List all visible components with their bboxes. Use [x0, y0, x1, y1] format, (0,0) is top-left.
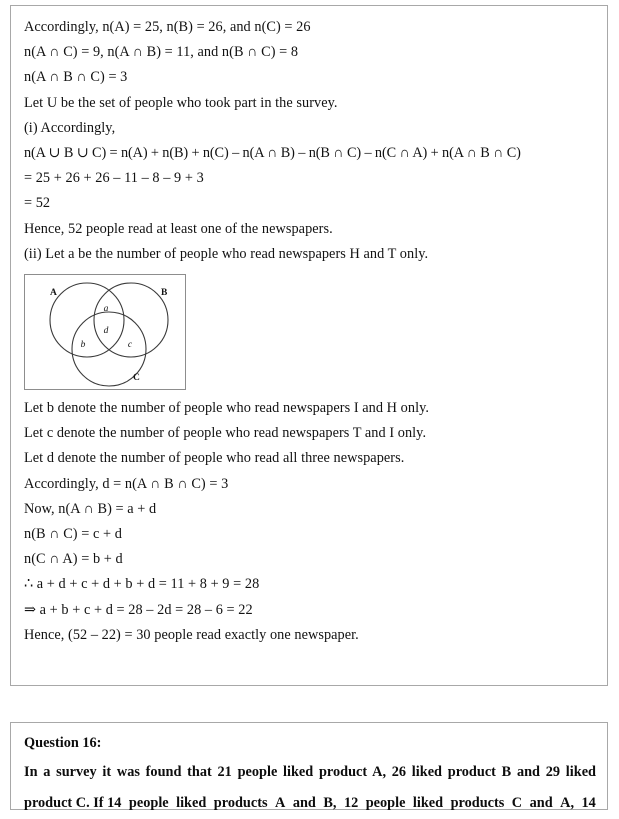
venn-label-a: A	[50, 288, 57, 299]
question-word: 14	[581, 794, 596, 811]
solution-line: ⇒ a + b + c + d = 28 – 2d = 28 – 6 = 22	[24, 601, 253, 618]
question-word: people	[365, 794, 406, 811]
question-panel	[10, 722, 608, 810]
question-word: product C. If 14	[24, 794, 122, 811]
question-line-1: In a survey it was found that 21 people liked product A, 26 liked product B and 29 liked	[24, 763, 596, 780]
venn-region-c: c	[127, 340, 133, 351]
solution-line: Hence, 52 people read at least one of the newspapers.	[24, 220, 333, 237]
solution-line: Let c denote the number of people who read newspapers T and I only.	[24, 425, 427, 442]
solution-line: ∴ a + d + c + d + b + d = 11 + 8 + 9 = 28	[24, 576, 260, 593]
question-word: and	[529, 794, 553, 811]
solution-line: = 25 + 26 + 26 – 11 – 8 – 9 + 3	[24, 170, 204, 187]
question-word: and	[292, 794, 316, 811]
venn-region-d: d	[103, 326, 109, 337]
venn-diagram-figure	[24, 274, 186, 390]
solution-line: (i) Accordingly,	[24, 119, 116, 136]
solution-line: Let d denote the number of people who read all three newspapers.	[24, 450, 405, 467]
question-word: C	[511, 794, 523, 811]
question-line-2	[24, 788, 596, 819]
venn-label-b: B	[161, 288, 168, 299]
solution-line: n(B ∩ C) = c + d	[24, 526, 122, 543]
venn-region-b: b	[80, 340, 86, 351]
venn-label-c: C	[133, 373, 140, 384]
venn-region-a: a	[103, 304, 109, 315]
solution-line: = 52	[24, 195, 51, 212]
venn-diagram-frame	[24, 274, 186, 390]
question-word: B,	[323, 794, 337, 811]
venn-diagram-svg	[25, 275, 185, 389]
question-title: Question 16:	[24, 735, 102, 751]
question-word: A	[275, 794, 286, 811]
question-word: products	[213, 794, 268, 811]
question-word: people	[128, 794, 169, 811]
solution-line: Hence, (52 – 22) = 30 people read exactly one newspaper.	[24, 626, 359, 643]
solution-line: n(A ∩ C) = 9, n(A ∩ B) = 11, and n(B ∩ C) = 8	[24, 44, 299, 61]
solution-line: Let b denote the number of people who read newspapers I and H only.	[24, 400, 429, 417]
question-word: 12	[343, 794, 359, 811]
solution-line: n(A ∪ B ∪ C) = n(A) + n(B) + n(C) – n(A ∩ B) – n(B ∩ C) – n(C ∩ A) + n(A ∩ B ∩ C)	[24, 145, 521, 162]
solution-line: n(C ∩ A) = b + d	[24, 551, 123, 568]
solution-line: (ii) Let a be the number of people who read newspapers H and T only.	[24, 245, 429, 262]
solution-line: Accordingly, d = n(A ∩ B ∩ C) = 3	[24, 475, 229, 492]
question-word: products	[450, 794, 505, 811]
venn-circle-a	[50, 283, 124, 357]
question-word: liked	[176, 794, 207, 811]
solution-line: n(A ∩ B ∩ C) = 3	[24, 69, 128, 86]
solution-line: Let U be the set of people who took part in the survey.	[24, 94, 338, 111]
solution-line: Now, n(A ∩ B) = a + d	[24, 500, 157, 517]
solution-panel	[10, 5, 608, 686]
question-word: liked	[412, 794, 444, 811]
question-word: A,	[560, 794, 575, 811]
solution-line: Accordingly, n(A) = 25, n(B) = 26, and n(C) = 26	[24, 19, 311, 35]
